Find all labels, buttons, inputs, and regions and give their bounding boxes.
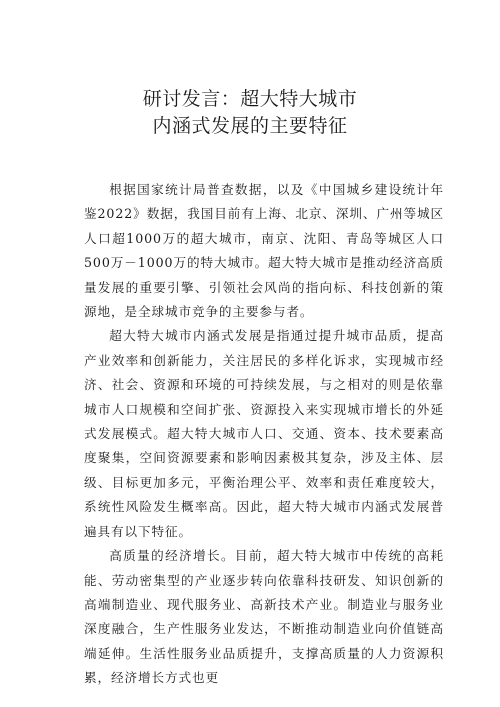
title-line-2: 内涵式发展的主要特征 xyxy=(152,115,348,137)
title-line-1: 研讨发言：超大特大城市 xyxy=(142,88,358,110)
document-body xyxy=(84,178,444,691)
document-title xyxy=(56,0,444,140)
paragraph-2: 超大特大城市内涵式发展是指通过提升城市品质，提高产业效率和创新能力，关注居民的多样化诉求，实现城市经济、社会、资源和环境的可持续发展，与之相对的则是依靠城市人口规模和空间扩张、资源投入来实现城市增长的外延式发展模式。超大特大城市人口、交通、资本、技术要素高度聚集，空间资源要素和影响因素极其复杂，涉及主体、层级、目标更加多元，平衡治理公平、效率和责任难度较大，系统性风险发生概率高。因此，超大特大城市内涵式发展普遍具有以下特征。 xyxy=(84,328,444,539)
paragraph-3: 高质量的经济增长。目前，超大特大城市中传统的高耗能、劳动密集型的产业逐步转向依靠科技研发、知识创新的高端制造业、现代服务业、高新技术产业。制造业与服务业深度融合，生产性服务业发达，不断推动制造业向价值链高端延伸。生活性服务业品质提升，支撑高质量的人力资源积累，经济增长方式也更 xyxy=(84,548,444,686)
paragraph-1: 根据国家统计局普查数据，以及《中国城乡建设统计年鉴2022》数据，我国目前有上海、北京、深圳、广州等城区人口超1000万的超大城市，南京、沈阳、青岛等城区人口500万－1000万的特大城市。超大特大城市是推动经济高质量发展的重要引擎、引领社会风尚的指向标、科技创新的策源地，是全球城市竞争的主要参与者。 xyxy=(84,182,444,320)
